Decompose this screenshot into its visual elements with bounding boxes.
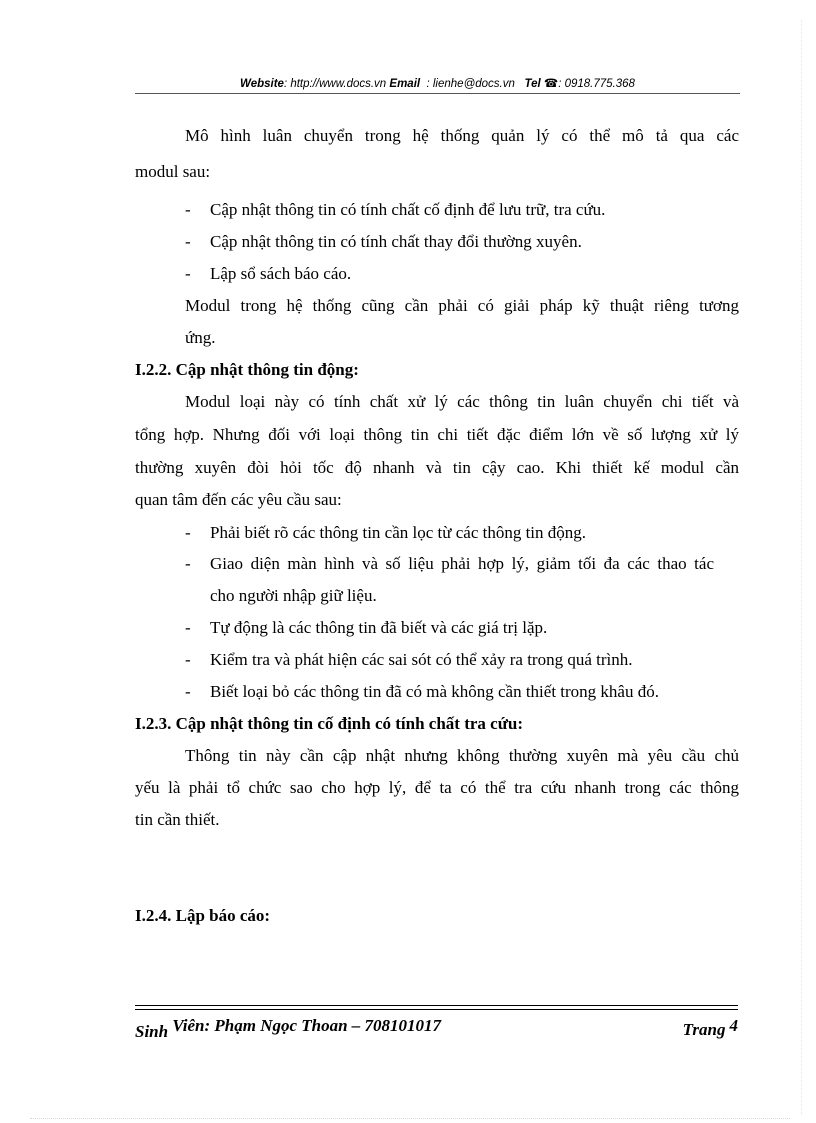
footer-divider	[135, 1005, 738, 1006]
list-item-text: Cập nhật thông tin có tính chất thay đổi thường xuyên.	[210, 232, 582, 251]
paragraph-line: modul sau:	[135, 162, 211, 181]
footer-page	[682, 1016, 738, 1040]
tel-value: : 0918.775.368	[558, 78, 635, 90]
tel-label: Tel	[524, 78, 541, 90]
paragraph-line: thường xuyên đòi hỏi tốc độ nhanh và tin cậy cao. Khi thiết kế modul cần	[135, 458, 739, 477]
paragraph-line: tổng hợp. Nhưng đối với loại thông tin chi tiết đặc điểm lớn về số lượng xử lý	[135, 425, 739, 444]
list-item-text: cho người nhập giữ liệu.	[210, 586, 377, 605]
section-heading: I.2.2. Cập nhật thông tin động:	[135, 360, 359, 379]
page-number: 4	[729, 1016, 738, 1035]
paragraph-line: Thông tin này cần cập nhật nhưng không thường xuyên mà yêu cầu chủ	[185, 746, 739, 765]
paragraph-line: yếu là phải tổ chức sao cho hợp lý, để ta có thể tra cứu nhanh trong các thông	[135, 778, 739, 797]
list-item-text: Giao diện màn hình và số liệu phải hợp lý, giảm tối đa các thao tác	[210, 554, 714, 573]
website-value: : http://www.docs.vn	[283, 78, 387, 90]
page-header	[135, 76, 740, 90]
list-item-text: Lập sổ sách báo cáo.	[210, 264, 352, 283]
page-edge	[30, 1118, 790, 1119]
section-heading: I.2.4. Lập báo cáo:	[135, 906, 271, 925]
list-item-text: Phải biết rõ các thông tin cần lọc từ các thông tin động.	[210, 523, 587, 542]
footer-author-name: Viên: Phạm Ngọc Thoan – 708101017	[172, 1016, 442, 1035]
footer-author	[135, 1016, 442, 1041]
website-label: Website	[240, 78, 284, 90]
email-value: : lienhe@docs.vn	[426, 78, 515, 90]
footer-divider	[135, 1009, 738, 1010]
list-item-text: Tự động là các thông tin đã biết và các giá trị lặp.	[210, 618, 548, 637]
header-divider	[135, 93, 740, 94]
page-edge	[801, 20, 802, 1115]
paragraph-line: Modul trong hệ thống cũng cần phải có giải pháp kỹ thuật riêng tương	[185, 296, 739, 315]
paragraph-line: Modul loại này có tính chất xử lý các thông tin luân chuyển chi tiết và	[185, 392, 739, 411]
list-item-text: Biết loại bỏ các thông tin đã có mà không cần thiết trong khâu đó.	[210, 682, 659, 701]
footer-author-prefix: Sinh	[135, 1022, 169, 1041]
page-label: Trang	[682, 1020, 726, 1039]
paragraph-line: ứng.	[185, 328, 216, 347]
list-item-text: Cập nhật thông tin có tính chất cố định để lưu trữ, tra cứu.	[210, 200, 606, 219]
email-label: Email	[389, 78, 421, 90]
section-heading: I.2.3. Cập nhật thông tin cố định có tính chất tra cứu:	[135, 714, 524, 733]
telephone-icon: ☎	[543, 78, 559, 90]
paragraph-line: Mô hình luân chuyển trong hệ thống quản lý có thể mô tả qua các	[185, 126, 739, 145]
paragraph-line: tin cần thiết.	[135, 810, 220, 829]
list-item-text: Kiểm tra và phát hiện các sai sót có thể xảy ra trong quá trình.	[210, 650, 633, 669]
paragraph-line: quan tâm đến các yêu cầu sau:	[135, 490, 342, 509]
